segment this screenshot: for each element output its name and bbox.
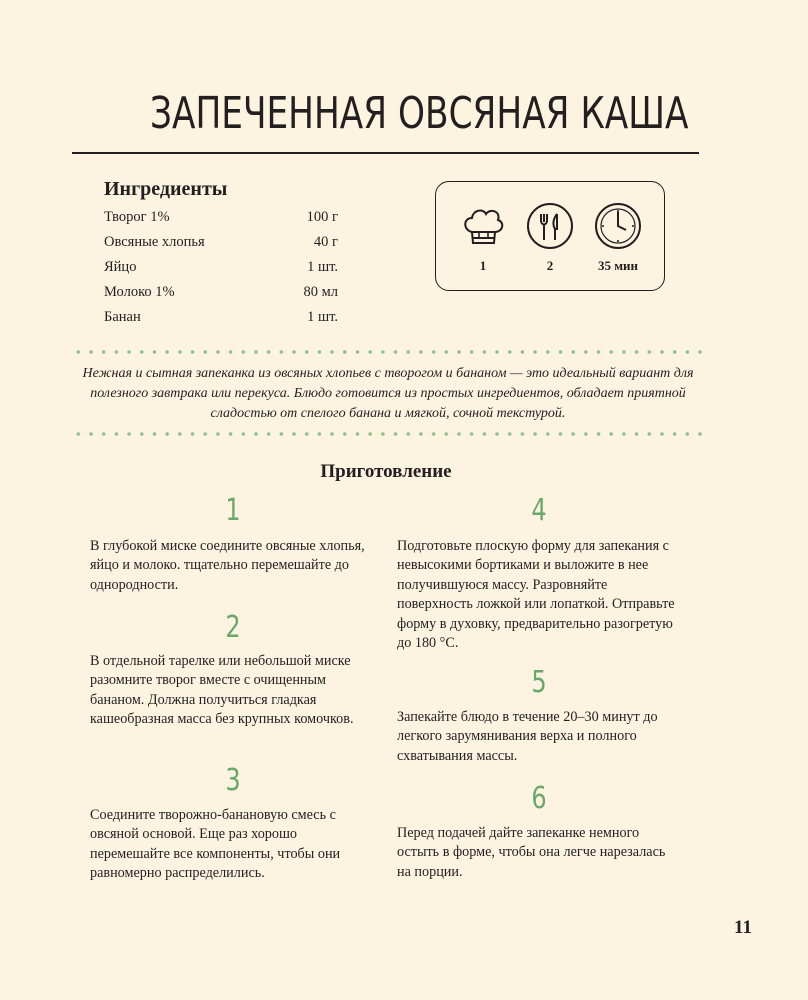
dotted-divider-top — [72, 350, 704, 354]
ingredient-name: Яйцо — [104, 259, 137, 275]
recipe-info-box — [435, 181, 665, 291]
ingredient-row — [104, 281, 338, 306]
difficulty-value: 1 — [479, 258, 487, 273]
step-text: Соедините творожно-банановую смесь с овсяной основой. Еще раз хорошо перемешайте все компоненты, чтобы они равномерно распределились. — [90, 807, 341, 882]
ingredient-row — [104, 206, 338, 231]
step-text: Запекайте блюдо в течение 20–30 минут до легкого зарумянивания верха и полного схватывания массы. — [397, 709, 658, 764]
step-number: 3 — [225, 763, 241, 798]
step-text: В отдельной тарелке или небольшой миске разомните творог вместе с очищенным бананом. Должна получиться гладкая кашеобразная масса без крупных комочков. — [90, 653, 354, 728]
ingredient-name: Творог 1% — [104, 209, 170, 225]
servings-value: 2 — [546, 258, 554, 273]
step-number: 4 — [531, 493, 547, 528]
ingredient-row — [104, 256, 338, 281]
ingredient-qty: 1 шт. — [307, 259, 338, 275]
clock-icon — [594, 202, 642, 250]
recipe-title: ЗАПЕЧЕННАЯ ОВСЯНАЯ КАША — [150, 88, 689, 139]
ingredient-qty: 100 г — [306, 209, 338, 225]
step-number: 2 — [225, 610, 241, 645]
title-divider — [72, 152, 699, 154]
ingredient-name: Овсяные хлопья — [104, 234, 205, 250]
step-text: В глубокой миске соедините овсяные хлопья, яйцо и молоко. тщательно перемешайте до однородности. — [90, 538, 365, 593]
ingredient-qty: 80 мл — [303, 284, 338, 300]
ingredient-row — [104, 231, 338, 256]
step-text: Перед подачей дайте запеканке немного остыть в форме, чтобы она легче нарезалась на порции. — [397, 825, 666, 880]
ingredients-heading: Ингредиенты — [104, 178, 228, 200]
ingredient-name: Банан — [104, 309, 141, 325]
step-number: 6 — [531, 781, 547, 816]
recipe-intro: Нежная и сытная запеканка из овсяных хлопьев с творогом и бананом — это идеальный вариант для полезного завтрака или перекуса. Блюдо готовится из простых ингредиентов, обладает приятной сладостью от спелого банана и мягкой, сочной текстурой. — [82, 366, 694, 421]
fork-knife-icon — [526, 202, 574, 250]
chef-hat-icon — [459, 202, 507, 250]
ingredients-list — [104, 206, 338, 331]
ingredient-qty: 40 г — [313, 234, 338, 250]
step-number: 1 — [225, 493, 241, 528]
ingredient-name: Молоко 1% — [104, 284, 175, 300]
preparation-heading: Приготовление — [320, 461, 452, 482]
dotted-divider-bottom — [72, 432, 704, 436]
page-number: 11 — [734, 917, 752, 938]
ingredient-qty: 1 шт. — [307, 309, 338, 325]
time-value: 35 мин — [597, 258, 639, 273]
step-text: Подготовьте плоскую форму для запекания с невысокими бортиками и выложите в нее получившуюся массу. Разровняйте поверхность ложкой или лопаткой. Отправьте форму в духовку, предварительно разогретую до 180 °С. — [397, 538, 675, 652]
step-number: 5 — [531, 665, 547, 700]
ingredient-row — [104, 306, 338, 331]
